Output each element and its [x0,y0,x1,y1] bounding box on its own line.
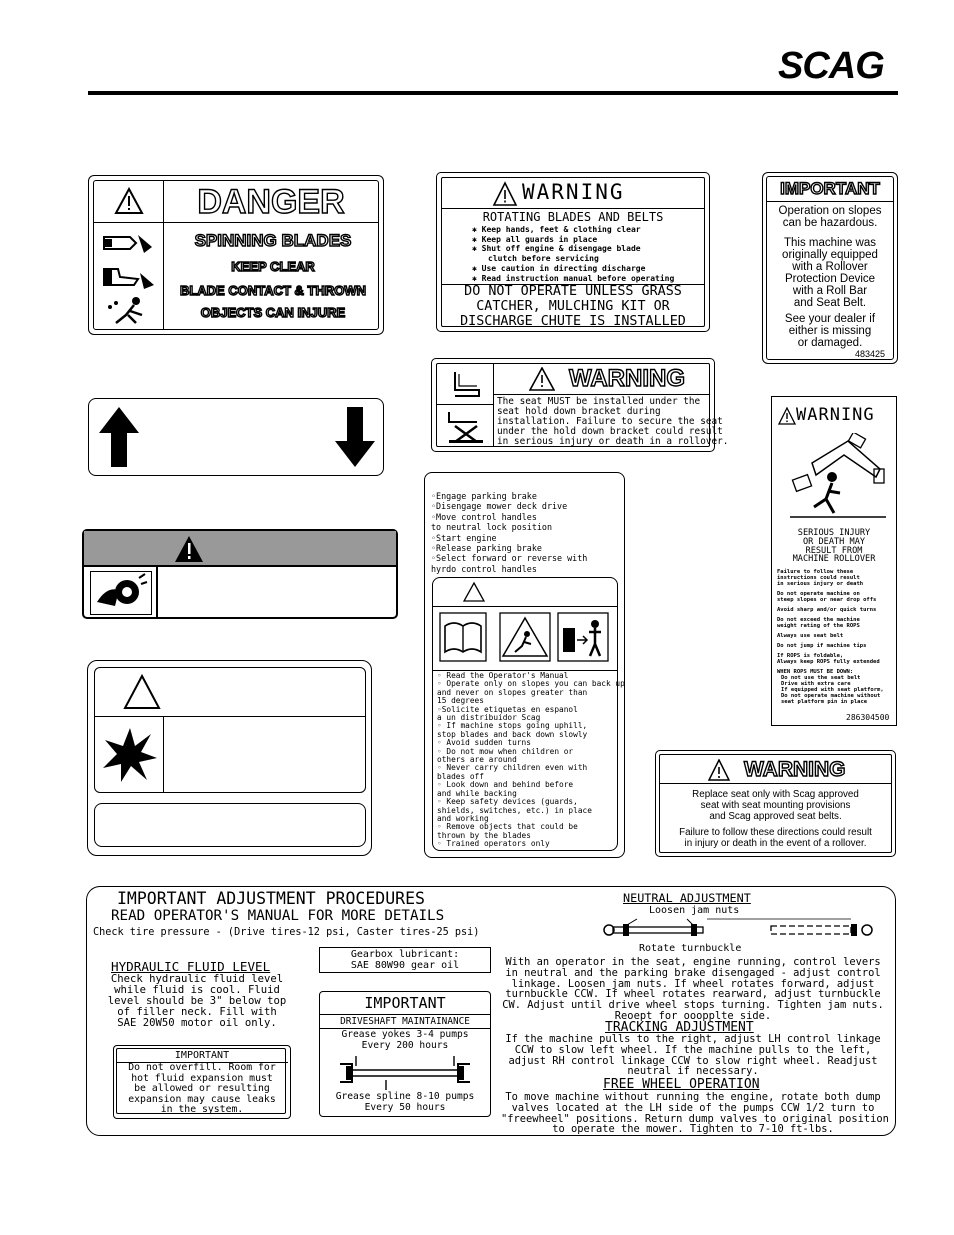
danger-line-3: BLADE CONTACT & THROWN [179,283,367,298]
manual-icon [439,612,487,662]
part-number: 286304500 [846,713,890,722]
entanglement-decal [82,529,398,619]
brand-logo: SCAG [778,45,884,87]
danger-line-4: OBJECTS CAN INJURE [200,305,346,320]
danger-decal [88,175,384,335]
warning-title: WARNING [522,180,625,204]
slopes-text-3: See your dealer if either is missing or damaged. [784,313,876,349]
warning-subtitle: ROTATING BLADES AND BELTS [482,210,664,224]
overfill-title: IMPORTANT [174,1050,230,1061]
alert-icon [778,407,796,425]
hydraulic-text: Check hydraulic fluid level while fluid is cool. Fluid level should be 3" below top of filler neck. Fill with SAE 20W50 motor oil only. [107,973,287,1029]
adjust-title: IMPORTANT ADJUSTMENT PROCEDURES [117,889,425,908]
header-rule [88,91,898,95]
adjust-subtitle: READ OPERATOR'S MANUAL FOR MORE DETAILS [111,908,445,924]
driveshaft-top: Grease yokes 3-4 pumps Every 200 hours [341,1029,469,1051]
warning-rollover-decal [771,396,897,726]
gearbox-box [319,947,491,973]
free-wheel-title: FREE WHEEL OPERATION [603,1077,760,1092]
warning-title: WARNING [569,365,685,392]
neutral-title: NEUTRAL ADJUSTMENT [623,891,751,905]
keep-away-icon [557,612,609,662]
safety-list: ◦ Read the Operator's Manual ◦ Operate only on slopes you can back up and never on slopes greater than 15 degrees ◦Solicite etiquetas en espanol a un distribuidor Scag ◦ If machine stops going uphill, stop blades and back down slowly ◦ Avoid sudden turns ◦ Do not mow when children or others are around ◦ Never carry children even with blades off ◦ Look down and behind before and while backing ◦ Keep safety devices (guards, shields, switches, etc.) in place and working ◦ Remove objects that could be thrown by the blades ◦ Trained operators only [437,671,625,849]
important-slopes-decal [762,172,898,364]
seat-bracket-icon [445,408,487,444]
replace-seat-text-2: Failure to follow these directions could result in injury or death in the event of a rollover. [679,827,872,849]
important-title: IMPORTANT [780,179,880,198]
warning-seat-text: The seat MUST be installed under the seat hold down bracket during installation. Failure to secure the seat under the hold down bracket could result in serious injury or death in a rollover. [497,396,729,447]
header-logo [778,44,898,88]
alert-icon [529,367,555,391]
warning-rotating-blades-decal [436,172,710,332]
alert-icon [114,187,144,215]
warning-blades-big: DO NOT OPERATE UNLESS GRASS CATCHER, MULCHING KIT OR DISCHARGE CHUTE IS INSTALLED [460,284,686,329]
adjustment-procedures-decal [86,886,896,1136]
seat-icon [449,370,483,400]
danger-header [94,181,378,223]
tracking-text: If the machine pulls to the right, adjust LH control linkage CCW to slow left wheel. If the machine pulls to the left, adjust RH control linkage CCW to slow right wheel. Readjust neutral if necessary. [505,1033,881,1078]
foot-blade-icon [100,263,156,293]
hydraulic-title: HYDRAULIC FLUID LEVEL [111,959,271,974]
slopes-text-1: Operation on slopes can be hazardous. [778,205,882,229]
alert-icon [492,181,518,207]
driveshaft-subtitle: DRIVESHAFT MAINTAINANCE [340,1016,470,1027]
explosion-icon [101,724,159,786]
overfill-text: Do not overfill. Room for hot fluid expansion must be allowed or resulting expansion may cause leaks in the system. [128,1062,276,1116]
rollover-icon [788,433,888,521]
arrow-down-icon [333,405,377,469]
rollover-items: Failure to follow these instructions could result in serious injury or death Do not operate machine on steep slopes or near drop offs Avoid sharp and/or quick turns Do not exceed the machine weight rating of the ROPS Always use seat belt Do not jump if machine tips If ROPS is foldable, Always keep ROPS fully extended WHEN ROPS MUST BE DOWN: Do not use the seat belt Drive with extra care If equipped with seat platform, Do not operate machine without seat platform pin in place [777,569,884,705]
tracking-title: TRACKING ADJUSTMENT [605,1020,754,1035]
gearbox-text: Gearbox lubricant: SAE 80W90 gear oil [350,949,460,971]
overfill-box [113,1045,291,1119]
hand-entanglement-icon [93,572,149,614]
thrown-object-icon [499,612,551,662]
warning-title: WARNING [796,405,875,425]
driveshaft-box [319,991,491,1117]
free-wheel-text: To move machine without running the engine, rotate both dump valves located at the LH side of the pumps CCW 1/2 turn to "freewheel" positions. Return dump valves to original position to operate the mower. Tighten to 7-10 ft-lbs. [501,1091,889,1136]
danger-line-2: KEEP CLEAR [231,259,315,274]
warning-title: WARNING [744,758,846,781]
replace-seat-text-1: Replace seat only with Scag approved seat with seat mounting provisions and Scag approved seat belts. [692,789,859,822]
direction-arrows-decal [88,398,384,476]
alert-icon [123,674,161,710]
tire-pressure: Check tire pressure - (Drive tires-12 psi, Caster tires-25 psi) [93,927,480,938]
neutral-text: With an operator in the seat, engine running, control levers in neutral and the parking brake disengaged - adjust control linkage. Loosen jam nuts. If wheel rotates forward, adjust turnbuckle CCW. If wheel rotates rearward, adjust turnbuckle CW. Adjust until drive wheel stops turning. Tighten jam nuts. Reoept for ooopplte side. [502,956,884,1022]
rollover-headline: SERIOUS INJURY OR DEATH MAY RESULT FROM MACHINE ROLLOVER [792,528,876,565]
rotate-label: Rotate turnbuckle [639,943,742,954]
slopes-text-2: This machine was originally equipped with a Rollover Protection Device with a Roll Bar and Seat Belt. [782,237,878,309]
explosion-decal [87,660,372,856]
alert-icon [708,759,730,781]
warning-replace-seat-decal [655,750,896,857]
arrow-up-icon [97,405,141,469]
part-number: 483425 [855,349,886,359]
hand-blade-icon [100,227,156,259]
warning-blades-items: ✱ Keep hands, feet & clothing clear ✱ Keep all guards in place ✱ Shut off engine & disengage blade clutch before servicing ✱ Use caution in directing discharge ✱ Read instruction manual before operating [472,225,675,283]
danger-line-1: SPINNING BLADES [194,231,352,250]
driveshaft-icon [332,1054,478,1092]
alert-icon [174,535,204,563]
operating-instructions-decal [424,472,625,858]
danger-title: DANGER [197,183,345,221]
loosen-label: Loosen jam nuts [649,905,740,916]
warning-seat-bracket-decal [431,358,729,452]
driveshaft-title: IMPORTANT [364,994,446,1012]
thrown-object-icon [102,295,156,325]
start-steps: ◦Engage parking brake ◦Disengage mower deck drive ◦Move control handles to neutral lock position ◦Start engine ◦Release parking brake ◦Select forward or reverse with hyrdo control handles [431,491,588,574]
alert-icon [463,582,485,602]
turnbuckle-icon [597,915,883,945]
driveshaft-bottom: Grease spline 8-10 pumps Every 50 hours [335,1091,475,1113]
